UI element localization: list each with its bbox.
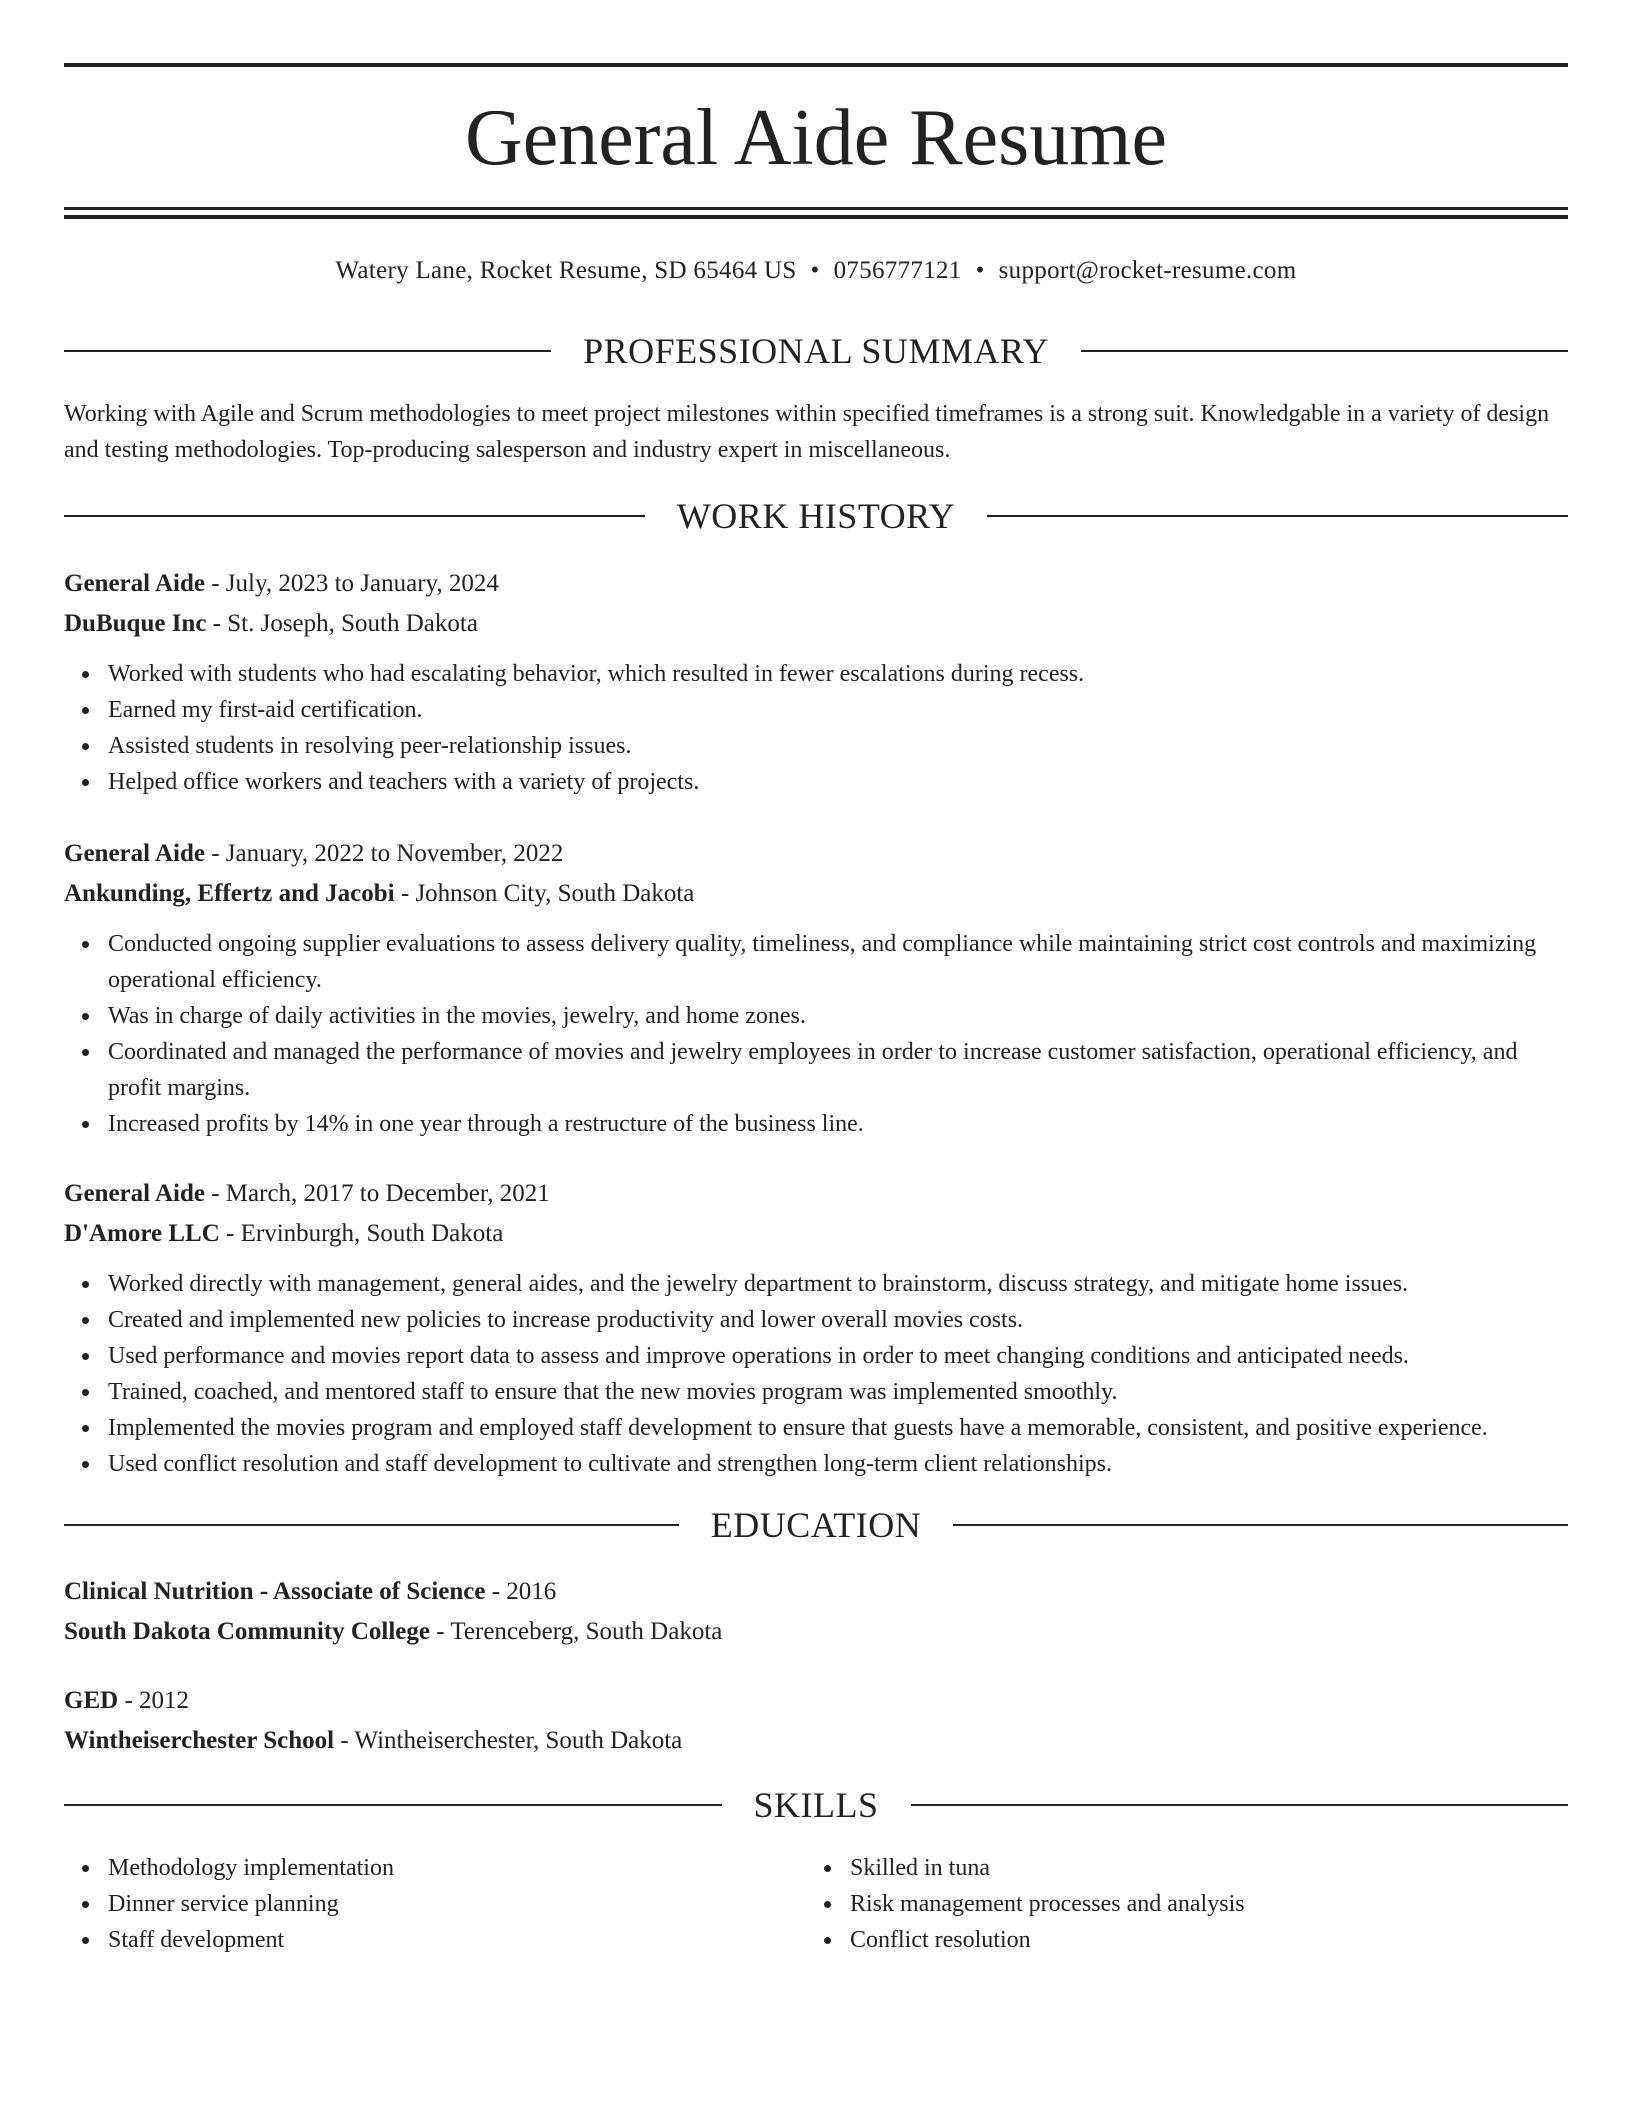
list-item: Methodology implementation xyxy=(108,1850,764,1886)
job-company-line xyxy=(64,1214,1568,1254)
contact-address: Watery Lane, Rocket Resume, SD 65464 US xyxy=(335,257,797,284)
job-company-line xyxy=(64,604,1568,644)
job-title: General Aide xyxy=(64,840,205,867)
job-entry xyxy=(64,564,1568,800)
list-item: Risk management processes and analysis xyxy=(850,1886,1566,1922)
title-rule-upper xyxy=(64,207,1568,210)
section-title-skills: SKILLS xyxy=(753,1785,879,1825)
list-item: Used conflict resolution and staff development to cultivate and strengthen long-term client relationships. xyxy=(108,1446,1568,1482)
section-rule xyxy=(64,350,551,352)
list-item: Implemented the movies program and employed staff development to ensure that guests have a memorable, consistent, and positive experience. xyxy=(108,1410,1568,1446)
job-title-line xyxy=(64,564,1568,604)
section-rule xyxy=(953,1524,1568,1526)
contact-email: support@rocket-resume.com xyxy=(998,257,1297,284)
section-title-summary: PROFESSIONAL SUMMARY xyxy=(583,331,1049,371)
list-item: Earned my first-aid certification. xyxy=(108,692,1568,728)
education-year: - 2016 xyxy=(485,1578,557,1605)
top-rule xyxy=(64,63,1568,67)
education-entry xyxy=(64,1681,1568,1761)
skills-column-left xyxy=(64,1850,764,1958)
skills-list xyxy=(806,1850,1566,1958)
list-item: Skilled in tuna xyxy=(850,1850,1566,1886)
education-entry xyxy=(64,1572,1568,1652)
section-rule xyxy=(64,1804,722,1806)
job-title: General Aide xyxy=(64,570,205,597)
education-degree-line xyxy=(64,1572,1568,1612)
title-rule-lower xyxy=(64,215,1568,219)
contact-line xyxy=(64,254,1568,288)
list-item: Was in charge of daily activities in the movies, jewelry, and home zones. xyxy=(108,998,1568,1034)
job-dates: - January, 2022 to November, 2022 xyxy=(204,840,564,867)
education-degree: Clinical Nutrition - Associate of Science xyxy=(64,1578,486,1605)
contact-separator: • xyxy=(975,257,985,284)
job-dates: - March, 2017 to December, 2021 xyxy=(204,1180,550,1207)
section-rule xyxy=(64,1524,679,1526)
education-school-line xyxy=(64,1721,1568,1761)
contact-phone: 0756777121 xyxy=(833,257,962,284)
section-header-work xyxy=(64,496,1568,536)
section-header-summary xyxy=(64,331,1568,371)
education-year: - 2012 xyxy=(118,1687,190,1714)
job-dates: - July, 2023 to January, 2024 xyxy=(204,570,499,597)
list-item: Increased profits by 14% in one year through a restructure of the business line. xyxy=(108,1106,1568,1142)
list-item: Worked with students who had escalating behavior, which resulted in fewer escalations during recess. xyxy=(108,656,1568,692)
job-company: D'Amore LLC xyxy=(64,1220,220,1247)
list-item: Coordinated and managed the performance of movies and jewelry employees in order to increase customer satisfaction, operational efficiency, and profit margins. xyxy=(108,1034,1568,1106)
job-entry xyxy=(64,1174,1568,1482)
section-rule xyxy=(987,515,1568,517)
skills-column-right xyxy=(806,1850,1566,1958)
list-item: Dinner service planning xyxy=(108,1886,764,1922)
section-rule xyxy=(64,515,645,517)
education-school: South Dakota Community College xyxy=(64,1618,430,1645)
list-item: Staff development xyxy=(108,1922,764,1958)
resume-title: General Aide Resume xyxy=(465,94,1167,182)
education-school: Wintheiserchester School xyxy=(64,1727,335,1754)
job-company: Ankunding, Effertz and Jacobi xyxy=(64,880,395,907)
list-item: Helped office workers and teachers with a variety of projects. xyxy=(108,764,1568,800)
job-company-line xyxy=(64,874,1568,914)
education-school-line xyxy=(64,1612,1568,1652)
job-title-line xyxy=(64,1174,1568,1214)
contact-separator: • xyxy=(810,257,820,284)
job-title-line xyxy=(64,834,1568,874)
section-title-work: WORK HISTORY xyxy=(676,496,956,536)
job-bullets xyxy=(64,656,1568,800)
list-item: Used performance and movies report data to assess and improve operations in order to meet changing conditions and anticipated needs. xyxy=(108,1338,1568,1374)
list-item: Created and implemented new policies to increase productivity and lower overall movies costs. xyxy=(108,1302,1568,1338)
section-rule xyxy=(911,1804,1569,1806)
skills-list xyxy=(64,1850,764,1958)
job-company: DuBuque Inc xyxy=(64,610,207,637)
section-title-education: EDUCATION xyxy=(710,1505,922,1545)
job-location: - St. Joseph, South Dakota xyxy=(206,610,478,637)
list-item: Trained, coached, and mentored staff to ensure that the new movies program was implemented smoothly. xyxy=(108,1374,1568,1410)
section-rule xyxy=(1081,350,1568,352)
job-entry xyxy=(64,834,1568,1142)
job-bullets xyxy=(64,1266,1568,1482)
education-degree-line xyxy=(64,1681,1568,1721)
job-location: - Ervinburgh, South Dakota xyxy=(219,1220,504,1247)
list-item: Assisted students in resolving peer-relationship issues. xyxy=(108,728,1568,764)
section-header-education xyxy=(64,1505,1568,1545)
education-degree: GED xyxy=(64,1687,119,1714)
section-header-skills xyxy=(64,1785,1568,1825)
job-title: General Aide xyxy=(64,1180,205,1207)
education-location: - Wintheiserchester, South Dakota xyxy=(334,1727,683,1754)
summary-text: Working with Agile and Scrum methodologies to meet project milestones within specified timeframes is a strong suit. Knowledgable in a variety of design and testing methodologies. Top-producing salesperson and industry expert in miscellaneous. xyxy=(64,401,1550,463)
job-bullets xyxy=(64,926,1568,1142)
list-item: Conflict resolution xyxy=(850,1922,1566,1958)
education-location: - Terenceberg, South Dakota xyxy=(430,1618,723,1645)
job-location: - Johnson City, South Dakota xyxy=(394,880,695,907)
list-item: Conducted ongoing supplier evaluations to assess delivery quality, timeliness, and compliance while maintaining strict cost controls and maximizing operational efficiency. xyxy=(108,926,1568,998)
list-item: Worked directly with management, general aides, and the jewelry department to brainstorm, discuss strategy, and mitigate home issues. xyxy=(108,1266,1568,1302)
